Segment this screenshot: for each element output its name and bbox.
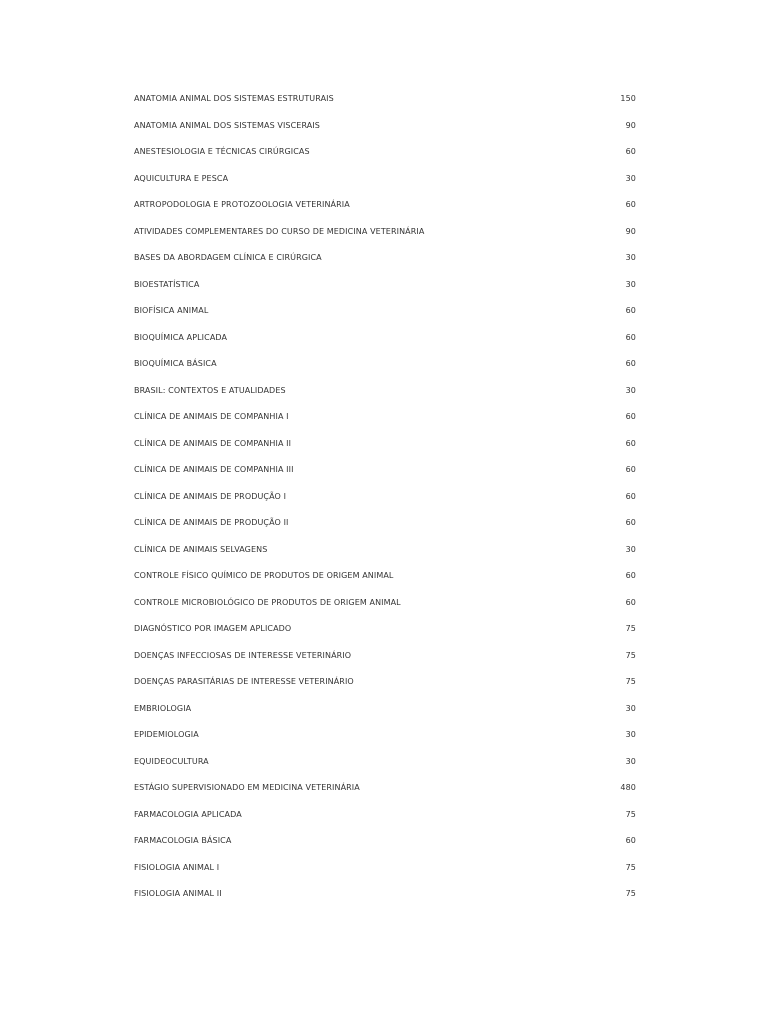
course-hours: 75 [625, 889, 636, 899]
course-row [134, 431, 636, 458]
course-hours: 30 [625, 544, 636, 554]
course-name: FISIOLOGIA ANIMAL II [134, 889, 222, 899]
course-hours: 150 [620, 94, 636, 104]
course-name: ANATOMIA ANIMAL DOS SISTEMAS VISCERAIS [134, 120, 320, 130]
course-hours: 60 [625, 491, 636, 501]
course-name: CONTROLE FÍSICO QUÍMICO DE PRODUTOS DE ORIGEM ANIMAL [134, 571, 394, 581]
course-row [134, 802, 636, 829]
course-name: EQUIDEOCULTURA [134, 756, 209, 766]
course-row [134, 749, 636, 776]
course-hours: 60 [625, 200, 636, 210]
course-name: DOENÇAS INFECCIOSAS DE INTERESSE VETERINÁRIO [134, 650, 352, 660]
course-name: ESTÁGIO SUPERVISIONADO EM MEDICINA VETERINÁRIA [134, 783, 360, 793]
course-row [134, 378, 636, 405]
course-row [134, 881, 636, 908]
course-hours: 480 [620, 783, 636, 793]
course-row [134, 166, 636, 193]
course-row [134, 510, 636, 537]
course-name: FARMACOLOGIA BÁSICA [134, 836, 232, 846]
course-hours: 30 [625, 730, 636, 740]
course-row [134, 272, 636, 299]
course-hours: 60 [625, 147, 636, 157]
course-row [134, 192, 636, 219]
course-name: ATIVIDADES COMPLEMENTARES DO CURSO DE MEDICINA VETERINÁRIA [134, 226, 425, 236]
course-name: DOENÇAS PARASITÁRIAS DE INTERESSE VETERINÁRIO [134, 677, 354, 687]
course-row [134, 775, 636, 802]
course-name: BIOESTATÍSTICA [134, 279, 200, 289]
course-name: CLÍNICA DE ANIMAIS DE COMPANHIA II [134, 438, 292, 448]
course-hours: 60 [625, 465, 636, 475]
course-hours: 90 [625, 226, 636, 236]
course-hours: 75 [625, 624, 636, 634]
course-list [134, 86, 636, 908]
course-hours: 30 [625, 279, 636, 289]
course-row [134, 669, 636, 696]
course-hours: 60 [625, 518, 636, 528]
course-name: ARTROPODOLOGIA E PROTOZOOLOGIA VETERINÁRIA [134, 200, 350, 210]
course-name: CLÍNICA DE ANIMAIS DE COMPANHIA I [134, 412, 289, 422]
course-hours: 60 [625, 597, 636, 607]
course-row [134, 86, 636, 113]
course-row [134, 113, 636, 140]
course-hours: 60 [625, 438, 636, 448]
course-name: AQUICULTURA E PESCA [134, 173, 229, 183]
course-row [134, 590, 636, 617]
course-hours: 60 [625, 306, 636, 316]
course-hours: 60 [625, 359, 636, 369]
course-row [134, 325, 636, 352]
course-name: FISIOLOGIA ANIMAL I [134, 862, 220, 872]
course-name: ANESTESIOLOGIA E TÉCNICAS CIRÚRGICAS [134, 147, 310, 157]
course-name: BIOQUÍMICA BÁSICA [134, 359, 217, 369]
course-hours: 75 [625, 809, 636, 819]
course-hours: 30 [625, 173, 636, 183]
course-hours: 30 [625, 703, 636, 713]
course-name: CLÍNICA DE ANIMAIS DE PRODUÇÃO II [134, 518, 289, 528]
course-name: BIOQUÍMICA APLICADA [134, 332, 228, 342]
course-name: CLÍNICA DE ANIMAIS DE COMPANHIA III [134, 465, 294, 475]
course-row [134, 245, 636, 272]
course-name: BIOFÍSICA ANIMAL [134, 306, 209, 316]
course-row [134, 537, 636, 564]
course-hours: 60 [625, 836, 636, 846]
course-name: ANATOMIA ANIMAL DOS SISTEMAS ESTRUTURAIS [134, 94, 334, 104]
course-hours: 60 [625, 571, 636, 581]
course-name: CLÍNICA DE ANIMAIS SELVAGENS [134, 544, 268, 554]
course-row [134, 563, 636, 590]
course-hours: 30 [625, 253, 636, 263]
course-row [134, 351, 636, 378]
course-row [134, 643, 636, 670]
course-hours: 30 [625, 756, 636, 766]
course-name: EMBRIOLOGIA [134, 703, 192, 713]
course-name: CONTROLE MICROBIOLÓGICO DE PRODUTOS DE ORIGEM ANIMAL [134, 597, 401, 607]
course-hours: 30 [625, 385, 636, 395]
course-hours: 90 [625, 120, 636, 130]
course-row [134, 457, 636, 484]
course-name: FARMACOLOGIA APLICADA [134, 809, 242, 819]
course-row [134, 696, 636, 723]
course-name: BASES DA ABORDAGEM CLÍNICA E CIRÚRGICA [134, 253, 322, 263]
course-hours: 60 [625, 332, 636, 342]
course-row [134, 484, 636, 511]
course-hours: 75 [625, 862, 636, 872]
course-hours: 75 [625, 650, 636, 660]
course-row [134, 828, 636, 855]
course-row [134, 139, 636, 166]
course-row [134, 404, 636, 431]
course-row [134, 298, 636, 325]
course-name: DIAGNÓSTICO POR IMAGEM APLICADO [134, 624, 292, 634]
course-name: BRASIL: CONTEXTOS E ATUALIDADES [134, 385, 286, 395]
course-hours: 60 [625, 412, 636, 422]
course-hours: 75 [625, 677, 636, 687]
course-row [134, 616, 636, 643]
course-row [134, 855, 636, 882]
course-name: CLÍNICA DE ANIMAIS DE PRODUÇÃO I [134, 491, 287, 501]
course-row [134, 722, 636, 749]
course-name: EPIDEMIOLOGIA [134, 730, 199, 740]
course-row [134, 219, 636, 246]
